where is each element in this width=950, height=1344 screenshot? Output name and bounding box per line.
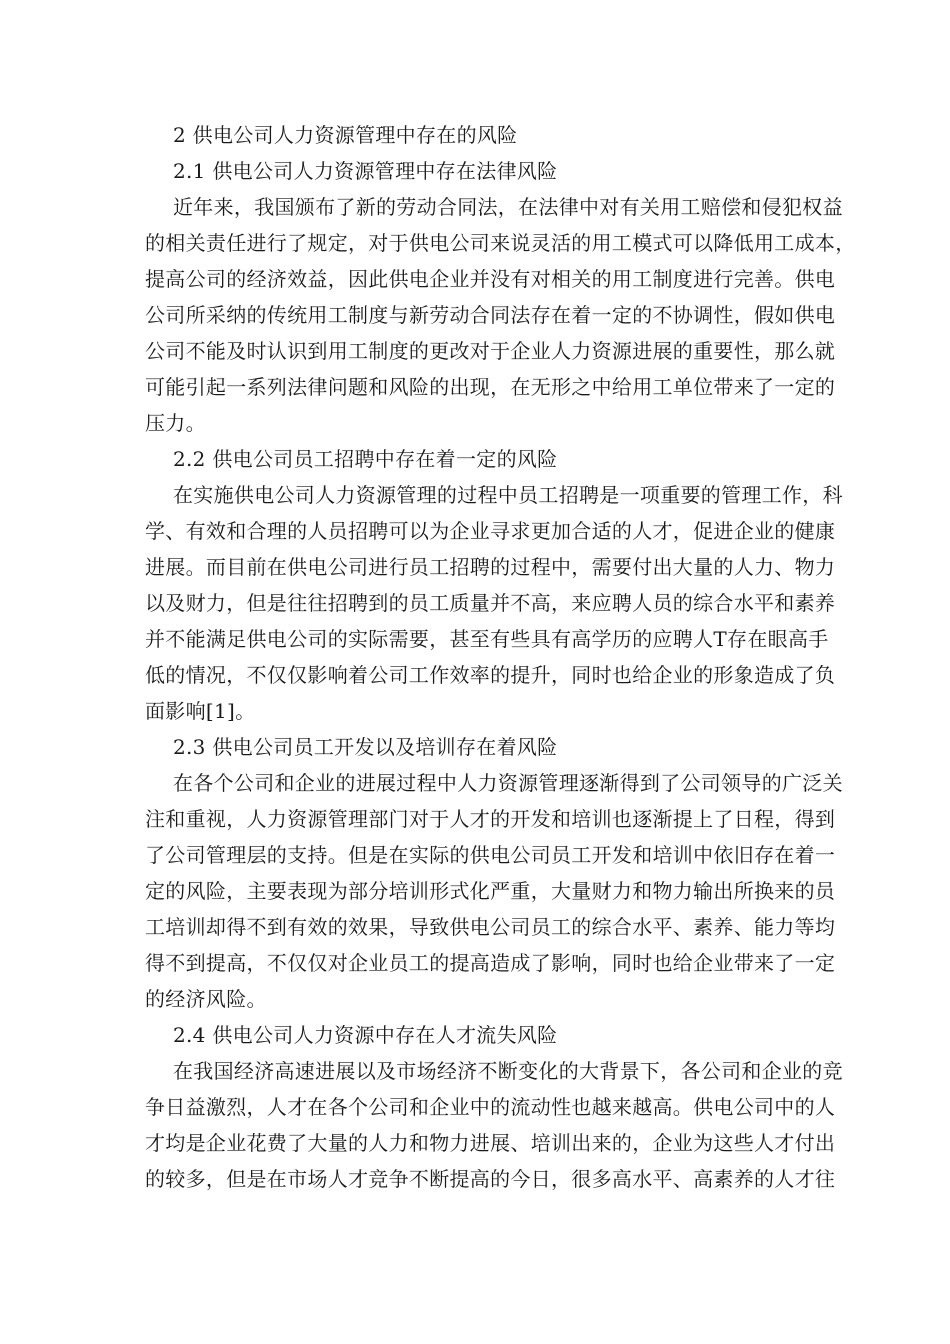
paragraph-line: 公司不能及时认识到用工制度的更改对于企业人力资源进展的重要性，那么就	[145, 339, 836, 363]
paragraph-line: 低的情况，不仅仅影响着公司工作效率的提升，同时也给企业的形象造成了负	[145, 663, 836, 687]
section-heading: 2 供电公司人力资源管理中存在的风险	[173, 123, 518, 147]
document-page	[145, 117, 856, 1197]
paragraph-line: 公司所采纳的传统用工制度与新劳动合同法存在着一定的不协调性，假如供电	[145, 303, 836, 327]
paragraph-line: 定的风险，主要表现为部分培训形式化严重，大量财力和物力输出所换来的员	[145, 879, 836, 903]
paragraph-line: 提高公司的经济效益，因此供电企业并没有对相关的用工制度进行完善。供电	[145, 267, 836, 291]
paragraph-line: 注和重视，人力资源管理部门对于人才的开发和培训也逐渐提上了日程，得到	[145, 807, 836, 831]
paragraph-line: 的相关责任进行了规定，对于供电公司来说灵活的用工模式可以降低用工成本，	[145, 231, 856, 255]
paragraph-line: 学、有效和合理的人员招聘可以为企业寻求更加合适的人才，促进企业的健康	[145, 519, 836, 543]
paragraph-line: 在各个公司和企业的进展过程中人力资源管理逐渐得到了公司领导的广泛关	[173, 771, 843, 795]
subsection-heading: 2.4 供电公司人力资源中存在人才流失风险	[173, 1023, 558, 1047]
paragraph-line: 争日益激烈，人才在各个公司和企业中的流动性也越来越高。供电公司中的人	[145, 1095, 836, 1119]
paragraph-line: 近年来，我国颁布了新的劳动合同法，在法律中对有关用工赔偿和侵犯权益	[173, 195, 843, 219]
paragraph-line: 可能引起一系列法律问题和风险的出现，在无形之中给用工单位带来了一定的	[145, 375, 836, 399]
paragraph-line: 得不到提高，不仅仅对企业员工的提高造成了影响，同时也给企业带来了一定	[145, 951, 836, 975]
paragraph-line: 在实施供电公司人力资源管理的过程中员工招聘是一项重要的管理工作，科	[173, 483, 843, 507]
paragraph-line: 的较多，但是在市场人才竞争不断提高的今日，很多高水平、高素养的人才往	[145, 1167, 836, 1191]
paragraph-line: 才均是企业花费了大量的人力和物力进展、培训出来的，企业为这些人才付出	[145, 1131, 836, 1155]
paragraph-line: 工培训却得不到有效的效果，导致供电公司员工的综合水平、素养、能力等均	[145, 915, 836, 939]
subsection-heading: 2.1 供电公司人力资源管理中存在法律风险	[173, 159, 558, 183]
paragraph-line: 压力。	[145, 411, 206, 435]
paragraph-line: 并不能满足供电公司的实际需要，甚至有些具有高学历的应聘人T存在眼高手	[145, 627, 829, 651]
paragraph-line: 进展。而目前在供电公司进行员工招聘的过程中，需要付出大量的人力、物力	[145, 555, 836, 579]
subsection-heading: 2.3 供电公司员工开发以及培训存在着风险	[173, 735, 558, 759]
paragraph-line: 了公司管理层的支持。但是在实际的供电公司员工开发和培训中依旧存在着一	[145, 843, 836, 867]
paragraph-line: 的经济风险。	[145, 987, 267, 1011]
paragraph-line: 以及财力，但是往往招聘到的员工质量并不高，来应聘人员的综合水平和素养	[145, 591, 836, 615]
paragraph-line: 面影响[1]。	[145, 699, 256, 723]
paragraph-line: 在我国经济高速进展以及市场经济不断变化的大背景下，各公司和企业的竞	[173, 1059, 843, 1083]
subsection-heading: 2.2 供电公司员工招聘中存在着一定的风险	[173, 447, 558, 471]
